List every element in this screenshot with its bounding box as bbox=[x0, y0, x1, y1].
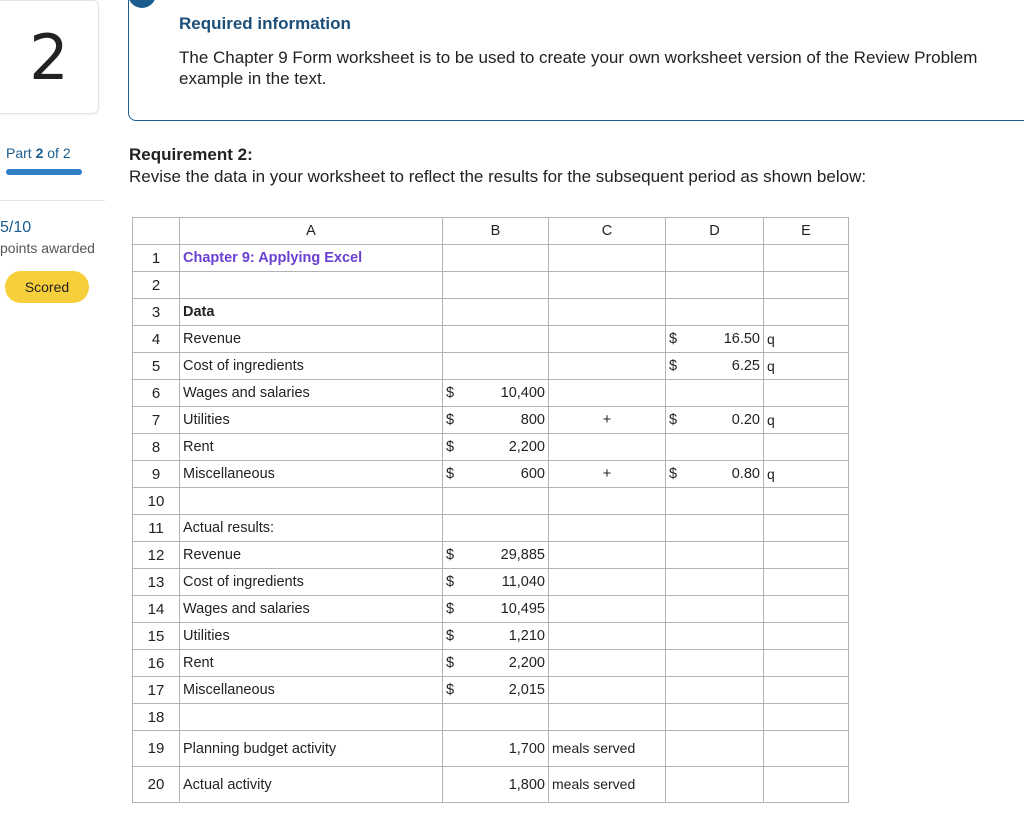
cell-c3 bbox=[549, 299, 666, 326]
part-current: 2 bbox=[35, 145, 44, 161]
cell-e11 bbox=[764, 515, 849, 542]
currency-symbol: $ bbox=[446, 412, 455, 428]
cell-b16 bbox=[443, 650, 549, 677]
cell-b8 bbox=[443, 434, 549, 461]
cell-c10 bbox=[549, 488, 666, 515]
cell-d13 bbox=[666, 569, 764, 596]
cell-e19 bbox=[764, 731, 849, 767]
sheet-row bbox=[133, 542, 849, 569]
cell-e15 bbox=[764, 623, 849, 650]
cell-e20 bbox=[764, 767, 849, 803]
row-number: 11 bbox=[133, 515, 180, 542]
cell-d4 bbox=[666, 326, 764, 353]
cell-e10 bbox=[764, 488, 849, 515]
row-number: 2 bbox=[133, 272, 180, 299]
currency-symbol: $ bbox=[669, 412, 678, 428]
cell-e17 bbox=[764, 677, 849, 704]
sheet-row bbox=[133, 677, 849, 704]
cell-b13 bbox=[443, 569, 549, 596]
row-number: 8 bbox=[133, 434, 180, 461]
cell-a6: Wages and salaries bbox=[180, 380, 443, 407]
cell-value: 0.20 bbox=[731, 412, 760, 428]
cell-c16 bbox=[549, 650, 666, 677]
sheet-row bbox=[133, 515, 849, 542]
row-number: 6 bbox=[133, 380, 180, 407]
row-number: 4 bbox=[133, 326, 180, 353]
cell-d18 bbox=[666, 704, 764, 731]
cell-e1 bbox=[764, 245, 849, 272]
sheet-row bbox=[133, 569, 849, 596]
cell-d8 bbox=[666, 434, 764, 461]
sheet-row bbox=[133, 245, 849, 272]
cell-c5 bbox=[549, 353, 666, 380]
cell-c19: meals served bbox=[549, 731, 666, 767]
cell-a13: Cost of ingredients bbox=[180, 569, 443, 596]
cell-b20: 1,800 bbox=[443, 767, 549, 803]
cell-c14 bbox=[549, 596, 666, 623]
row-number: 12 bbox=[133, 542, 180, 569]
cell-a11: Actual results: bbox=[180, 515, 443, 542]
sheet-row bbox=[133, 380, 849, 407]
currency-symbol: $ bbox=[669, 331, 678, 347]
cell-b9 bbox=[443, 461, 549, 488]
cell-b3 bbox=[443, 299, 549, 326]
cell-d19 bbox=[666, 731, 764, 767]
required-info-title: Required information bbox=[179, 14, 351, 33]
column-header-e: E bbox=[764, 218, 849, 245]
cell-b10 bbox=[443, 488, 549, 515]
cell-d12 bbox=[666, 542, 764, 569]
cell-value: 11,040 bbox=[501, 574, 545, 590]
cell-a14: Wages and salaries bbox=[180, 596, 443, 623]
cell-e12 bbox=[764, 542, 849, 569]
cell-value: 600 bbox=[520, 466, 545, 482]
cell-e16 bbox=[764, 650, 849, 677]
sheet-row bbox=[133, 767, 849, 803]
cell-b11 bbox=[443, 515, 549, 542]
cell-a1: Chapter 9: Applying Excel bbox=[180, 245, 443, 272]
currency-symbol: $ bbox=[669, 466, 678, 482]
part-progress-bar bbox=[6, 169, 82, 175]
column-header-d: D bbox=[666, 218, 764, 245]
cell-b4 bbox=[443, 326, 549, 353]
sheet-row bbox=[133, 596, 849, 623]
cell-value: 2,200 bbox=[508, 439, 545, 455]
cell-value: 10,400 bbox=[500, 385, 545, 401]
cell-d6 bbox=[666, 380, 764, 407]
cell-c2 bbox=[549, 272, 666, 299]
cell-c15 bbox=[549, 623, 666, 650]
cell-d7 bbox=[666, 407, 764, 434]
cell-e9: q bbox=[764, 461, 849, 488]
cell-b17 bbox=[443, 677, 549, 704]
row-number: 1 bbox=[133, 245, 180, 272]
cell-d17 bbox=[666, 677, 764, 704]
cell-a8: Rent bbox=[180, 434, 443, 461]
sheet-row bbox=[133, 704, 849, 731]
cell-c9: + bbox=[549, 461, 666, 488]
sheet-row bbox=[133, 650, 849, 677]
cell-value: 0.80 bbox=[731, 466, 760, 482]
cell-c7: + bbox=[549, 407, 666, 434]
cell-e5: q bbox=[764, 353, 849, 380]
requirement-text: Revise the data in your worksheet to reflect the results for the subsequent period as shown below: bbox=[129, 167, 867, 186]
sheet-row bbox=[133, 353, 849, 380]
currency-symbol: $ bbox=[446, 439, 455, 455]
question-number: 2 bbox=[29, 20, 69, 94]
sheet-row bbox=[133, 488, 849, 515]
column-header-row bbox=[133, 218, 849, 245]
cell-value: 16.50 bbox=[723, 331, 760, 347]
cell-a5: Cost of ingredients bbox=[180, 353, 443, 380]
row-number: 17 bbox=[133, 677, 180, 704]
cell-e6 bbox=[764, 380, 849, 407]
required-info-text: The Chapter 9 Form worksheet is to be used to create your own worksheet version of the Review Problem example in the text. bbox=[179, 48, 978, 88]
row-number: 10 bbox=[133, 488, 180, 515]
sheet-row bbox=[133, 731, 849, 767]
cell-e2 bbox=[764, 272, 849, 299]
cell-c17 bbox=[549, 677, 666, 704]
currency-symbol: $ bbox=[669, 358, 678, 374]
row-number: 14 bbox=[133, 596, 180, 623]
cell-a3: Data bbox=[180, 299, 443, 326]
sheet-row bbox=[133, 272, 849, 299]
score-value: 5/10 bbox=[0, 219, 32, 236]
cell-c13 bbox=[549, 569, 666, 596]
currency-symbol: $ bbox=[446, 682, 455, 698]
sidebar-divider bbox=[0, 200, 105, 201]
cell-b19: 1,700 bbox=[443, 731, 549, 767]
cell-a7: Utilities bbox=[180, 407, 443, 434]
row-number: 9 bbox=[133, 461, 180, 488]
cell-c11 bbox=[549, 515, 666, 542]
row-number: 13 bbox=[133, 569, 180, 596]
column-header-a: A bbox=[180, 218, 443, 245]
cell-c4 bbox=[549, 326, 666, 353]
cell-a2 bbox=[180, 272, 443, 299]
question-number-box bbox=[0, 0, 99, 114]
row-number: 5 bbox=[133, 353, 180, 380]
cell-b12 bbox=[443, 542, 549, 569]
worksheet-table bbox=[132, 217, 849, 803]
cell-b2 bbox=[443, 272, 549, 299]
row-number: 19 bbox=[133, 731, 180, 767]
cell-a18 bbox=[180, 704, 443, 731]
cell-d14 bbox=[666, 596, 764, 623]
cell-d10 bbox=[666, 488, 764, 515]
cell-b7 bbox=[443, 407, 549, 434]
cell-c12 bbox=[549, 542, 666, 569]
cell-c6 bbox=[549, 380, 666, 407]
cell-c18 bbox=[549, 704, 666, 731]
cell-value: 10,495 bbox=[500, 601, 545, 617]
currency-symbol: $ bbox=[446, 655, 455, 671]
cell-d1 bbox=[666, 245, 764, 272]
cell-value: 2,015 bbox=[508, 682, 545, 698]
cell-d16 bbox=[666, 650, 764, 677]
corner-cell bbox=[133, 218, 180, 245]
row-number: 7 bbox=[133, 407, 180, 434]
cell-a16: Rent bbox=[180, 650, 443, 677]
cell-e14 bbox=[764, 596, 849, 623]
part-word: Part bbox=[6, 145, 32, 161]
cell-a20: Actual activity bbox=[180, 767, 443, 803]
cell-b14 bbox=[443, 596, 549, 623]
sheet-row bbox=[133, 623, 849, 650]
requirement-title: Requirement 2: bbox=[129, 145, 253, 164]
cell-a17: Miscellaneous bbox=[180, 677, 443, 704]
cell-d15 bbox=[666, 623, 764, 650]
cell-value: 2,200 bbox=[508, 655, 545, 671]
cell-e4: q bbox=[764, 326, 849, 353]
currency-symbol: $ bbox=[446, 466, 455, 482]
part-total: of 2 bbox=[47, 145, 71, 161]
row-number: 18 bbox=[133, 704, 180, 731]
sheet-row bbox=[133, 434, 849, 461]
cell-a12: Revenue bbox=[180, 542, 443, 569]
cell-d11 bbox=[666, 515, 764, 542]
scored-badge: Scored bbox=[5, 271, 89, 303]
cell-b5 bbox=[443, 353, 549, 380]
cell-value: 29,885 bbox=[500, 547, 545, 563]
cell-a9: Miscellaneous bbox=[180, 461, 443, 488]
cell-b6 bbox=[443, 380, 549, 407]
points-awarded-label: points awarded bbox=[0, 240, 95, 256]
column-header-b: B bbox=[443, 218, 549, 245]
cell-e13 bbox=[764, 569, 849, 596]
cell-value: 1,210 bbox=[508, 628, 545, 644]
currency-symbol: $ bbox=[446, 574, 455, 590]
row-number: 20 bbox=[133, 767, 180, 803]
sheet-row bbox=[133, 461, 849, 488]
cell-d2 bbox=[666, 272, 764, 299]
currency-symbol: $ bbox=[446, 628, 455, 644]
cell-b18 bbox=[443, 704, 549, 731]
cell-d9 bbox=[666, 461, 764, 488]
cell-e7: q bbox=[764, 407, 849, 434]
part-indicator bbox=[6, 145, 71, 161]
row-number: 3 bbox=[133, 299, 180, 326]
cell-e8 bbox=[764, 434, 849, 461]
cell-d3 bbox=[666, 299, 764, 326]
cell-e18 bbox=[764, 704, 849, 731]
cell-a15: Utilities bbox=[180, 623, 443, 650]
cell-value: 6.25 bbox=[731, 358, 760, 374]
sheet-row bbox=[133, 299, 849, 326]
cell-e3 bbox=[764, 299, 849, 326]
sheet-row bbox=[133, 326, 849, 353]
column-header-c: C bbox=[549, 218, 666, 245]
cell-c8 bbox=[549, 434, 666, 461]
row-number: 16 bbox=[133, 650, 180, 677]
sheet-row bbox=[133, 407, 849, 434]
row-number: 15 bbox=[133, 623, 180, 650]
cell-d5 bbox=[666, 353, 764, 380]
cell-c1 bbox=[549, 245, 666, 272]
cell-d20 bbox=[666, 767, 764, 803]
cell-value: 800 bbox=[520, 412, 545, 428]
cell-a19: Planning budget activity bbox=[180, 731, 443, 767]
cell-b15 bbox=[443, 623, 549, 650]
currency-symbol: $ bbox=[446, 385, 455, 401]
cell-a4: Revenue bbox=[180, 326, 443, 353]
cell-a10 bbox=[180, 488, 443, 515]
cell-c20: meals served bbox=[549, 767, 666, 803]
currency-symbol: $ bbox=[446, 547, 455, 563]
currency-symbol: $ bbox=[446, 601, 455, 617]
cell-b1 bbox=[443, 245, 549, 272]
